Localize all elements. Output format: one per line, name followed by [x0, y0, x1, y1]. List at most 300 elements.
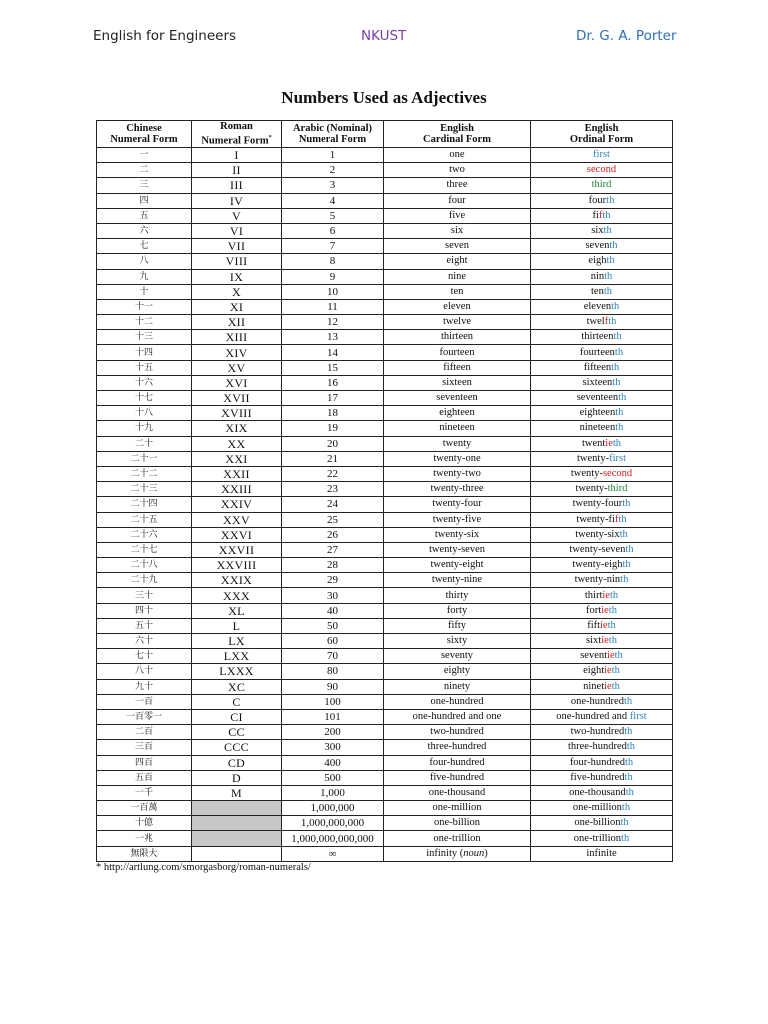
ordinal-suffix: th: [625, 543, 634, 555]
table-row: [97, 664, 673, 679]
cell-chinese: 二十五: [97, 512, 192, 527]
cardinal-text: four-hundred: [429, 756, 485, 768]
cardinal-text: five-hundred: [429, 771, 485, 783]
ordinal-base: twenty-fi: [576, 513, 615, 525]
cell-chinese: 一百: [97, 694, 192, 709]
cardinal-text: six: [450, 225, 464, 237]
header-school: NKUST: [361, 28, 407, 44]
cell-roman: II: [192, 163, 282, 178]
table-row: [97, 740, 673, 755]
ordinal-suffix: th: [621, 802, 631, 814]
cell-ordinal: [531, 755, 673, 770]
cell-ordinal: [531, 482, 673, 497]
table-row: [97, 649, 673, 664]
cell-cardinal: [384, 482, 531, 497]
cardinal-text: seventy: [440, 650, 474, 662]
cell-chinese: 二十七: [97, 542, 192, 557]
cell-ordinal: [531, 603, 673, 618]
cell-cardinal: [384, 740, 531, 755]
cell-arabic: 14: [282, 345, 384, 360]
ordinal-suffix: th: [626, 741, 636, 753]
ordinal-base: twel: [586, 316, 605, 328]
cell-roman: CC: [192, 725, 282, 740]
table-row: [97, 603, 673, 618]
cardinal-text: fifteen: [443, 361, 471, 373]
ordinal-base: twenty-: [570, 468, 603, 480]
cell-cardinal: [384, 709, 531, 724]
cell-ordinal: [531, 573, 673, 588]
cell-cardinal: [384, 649, 531, 664]
cell-arabic: 101: [282, 709, 384, 724]
ordinal-suffix: th: [621, 832, 630, 844]
cell-chinese: 九十: [97, 679, 192, 694]
cell-roman: XV: [192, 360, 282, 375]
ordinal-suffix: th: [612, 376, 621, 388]
cardinal-text: five: [448, 209, 466, 221]
cell-roman: XVIII: [192, 406, 282, 421]
cardinal-text: eleven: [443, 300, 471, 312]
cardinal-text: thirty: [445, 589, 469, 601]
cell-ordinal: [531, 694, 673, 709]
ordinal-suffix: ie: [604, 680, 612, 692]
cell-chinese: 三十: [97, 588, 192, 603]
cell-roman: XI: [192, 299, 282, 314]
ordinal-base: twent: [581, 437, 606, 449]
cell-ordinal: [531, 725, 673, 740]
cell-roman: CI: [192, 709, 282, 724]
cell-chinese: 三: [97, 178, 192, 193]
cell-roman: XII: [192, 315, 282, 330]
cell-arabic: 2: [282, 163, 384, 178]
cell-chinese: 二十九: [97, 573, 192, 588]
table-row: [97, 163, 673, 178]
cardinal-text: one-hundred: [430, 695, 484, 707]
col-header-arabic: Arabic (Nominal) Numeral Form: [282, 121, 384, 148]
table-row: [97, 421, 673, 436]
cell-roman: XXIX: [192, 573, 282, 588]
table-row: [97, 284, 673, 299]
cell-ordinal: [531, 846, 673, 861]
ordinal-base: one-billion: [574, 817, 621, 829]
ordinal-base: infinite: [586, 847, 617, 859]
ordinal-suffix: first: [629, 711, 647, 723]
cell-cardinal: [384, 497, 531, 512]
cell-arabic: 12: [282, 315, 384, 330]
cell-arabic: 7: [282, 239, 384, 254]
cell-chinese: 十八: [97, 406, 192, 421]
ordinal-suffix: third: [607, 483, 628, 495]
cell-arabic: 22: [282, 466, 384, 481]
cell-roman: III: [192, 178, 282, 193]
cardinal-text: twenty-four: [432, 498, 482, 510]
col-header-cardinal: English Cardinal Form: [384, 121, 531, 148]
cell-chinese: 十七: [97, 391, 192, 406]
cell-arabic: 30: [282, 588, 384, 603]
cell-cardinal: [384, 770, 531, 785]
cell-arabic: ∞: [282, 846, 384, 861]
cell-arabic: 20: [282, 436, 384, 451]
ordinal-suffix: third: [591, 179, 612, 191]
cell-ordinal: [531, 785, 673, 800]
cell-cardinal: [384, 163, 531, 178]
cell-chinese: 十四: [97, 345, 192, 360]
ordinal-base: twenty-nin: [574, 574, 621, 586]
cardinal-text: four: [448, 194, 466, 206]
ordinal-suffix-th: th: [614, 650, 623, 662]
ordinal-suffix-th: th: [618, 513, 627, 525]
cell-cardinal: [384, 375, 531, 390]
cardinal-text: seven: [445, 240, 469, 252]
cell-ordinal: [531, 223, 673, 238]
cell-chinese: 四十: [97, 603, 192, 618]
ordinal-suffix: second: [602, 468, 633, 480]
cell-cardinal: [384, 512, 531, 527]
cell-ordinal: [531, 360, 673, 375]
cell-cardinal: [384, 466, 531, 481]
ordinal-suffix: th: [615, 407, 624, 419]
header-author: Dr. G. A. Porter: [576, 28, 677, 44]
cell-chinese: 九: [97, 269, 192, 284]
cell-cardinal: [384, 634, 531, 649]
table-row: [97, 178, 673, 193]
cell-ordinal: [531, 451, 673, 466]
cell-roman: XVI: [192, 375, 282, 390]
ordinal-base: nineteen: [579, 422, 616, 434]
cell-ordinal: [531, 831, 673, 846]
cardinal-text: twenty-seven: [429, 543, 485, 555]
cardinal-text: one-thousand: [428, 786, 486, 798]
cell-arabic: 1,000: [282, 785, 384, 800]
table-row: [97, 223, 673, 238]
ordinal-base: thirt: [584, 589, 603, 601]
cell-cardinal: [384, 816, 531, 831]
cell-ordinal: [531, 740, 673, 755]
cell-cardinal: [384, 193, 531, 208]
table-row: [97, 193, 673, 208]
ordinal-base: sevent: [580, 650, 608, 662]
cell-cardinal: [384, 558, 531, 573]
cell-ordinal: [531, 558, 673, 573]
cell-chinese: 五百: [97, 770, 192, 785]
cell-ordinal: [531, 284, 673, 299]
cell-arabic: 90: [282, 679, 384, 694]
cell-arabic: 11: [282, 299, 384, 314]
cell-roman: CD: [192, 755, 282, 770]
ordinal-suffix-th: th: [607, 619, 616, 631]
cardinal-text: sixteen: [442, 376, 472, 388]
cell-cardinal: [384, 542, 531, 557]
cell-arabic: 6: [282, 223, 384, 238]
ordinal-suffix: ie: [600, 619, 608, 631]
cell-chinese: 五十: [97, 618, 192, 633]
table-row: [97, 542, 673, 557]
cardinal-text: twenty-eight: [430, 559, 484, 571]
cell-roman: XL: [192, 603, 282, 618]
ordinal-suffix: th: [611, 300, 620, 312]
ordinal-base: one-trillion: [573, 832, 622, 844]
ordinal-base: sixt: [586, 635, 602, 647]
ordinal-suffix: ie: [604, 665, 612, 677]
ordinal-base: one-hundred and: [556, 711, 630, 723]
ordinal-suffix-th: th: [608, 604, 617, 616]
table-row: [97, 770, 673, 785]
cell-cardinal: [384, 269, 531, 284]
cell-arabic: 40: [282, 603, 384, 618]
table-row: [97, 345, 673, 360]
cell-ordinal: [531, 527, 673, 542]
cardinal-text: three-hundred: [427, 741, 487, 753]
cell-arabic: 50: [282, 618, 384, 633]
cardinal-text: ten: [450, 285, 464, 297]
ordinal-base: fi: [592, 209, 599, 221]
cardinal-tail: ): [484, 847, 488, 859]
table-row: [97, 375, 673, 390]
cardinal-text: eight: [446, 255, 468, 267]
cell-cardinal: [384, 284, 531, 299]
cardinal-text: seventeen: [436, 392, 478, 404]
cardinal-text: fourteen: [439, 346, 475, 358]
cell-arabic: 13: [282, 330, 384, 345]
cell-ordinal: [531, 618, 673, 633]
cardinal-text: ninety: [443, 680, 471, 692]
ordinal-base: four: [588, 194, 607, 206]
col-header-roman: Roman Numeral Form*: [192, 121, 282, 148]
table-row: [97, 360, 673, 375]
cell-arabic: 1: [282, 148, 384, 163]
cardinal-text: eighteen: [439, 407, 475, 419]
cell-roman: M: [192, 785, 282, 800]
cell-cardinal: [384, 527, 531, 542]
table-row: [97, 482, 673, 497]
cardinal-text: two-hundred: [430, 726, 484, 738]
cell-chinese: 二十六: [97, 527, 192, 542]
cell-chinese: 四: [97, 193, 192, 208]
cell-roman: X: [192, 284, 282, 299]
table-row: [97, 466, 673, 481]
cell-roman: [192, 801, 282, 816]
cell-roman: XXVI: [192, 527, 282, 542]
table-row: [97, 816, 673, 831]
cell-chinese: 一千: [97, 785, 192, 800]
table-header-row: [97, 121, 673, 148]
ordinal-base: eighteen: [579, 407, 616, 419]
table-row: [97, 785, 673, 800]
table-row: [97, 831, 673, 846]
cell-chinese: 十三: [97, 330, 192, 345]
ordinal-suffix: th: [614, 346, 624, 358]
cell-chinese: 四百: [97, 755, 192, 770]
cell-arabic: 18: [282, 406, 384, 421]
ordinal-suffix: th: [618, 392, 627, 404]
ordinal-suffix: th: [622, 498, 631, 510]
cell-arabic: 60: [282, 634, 384, 649]
cell-ordinal: [531, 299, 673, 314]
ordinal-suffix: th: [611, 361, 620, 373]
cell-ordinal: [531, 436, 673, 451]
ordinal-base: seven: [585, 240, 610, 252]
cell-ordinal: [531, 542, 673, 557]
footnote-source: * http://artlung.com/smorgasborg/roman-numerals/: [96, 862, 311, 873]
cardinal-text: sixty: [446, 635, 468, 647]
cell-arabic: 8: [282, 254, 384, 269]
ordinal-suffix: th: [625, 786, 634, 798]
cell-chinese: 二: [97, 163, 192, 178]
cell-cardinal: [384, 315, 531, 330]
cell-roman: XXV: [192, 512, 282, 527]
cardinal-text: twelve: [443, 316, 471, 328]
ordinal-suffix: th: [624, 771, 633, 783]
cell-chinese: 十一: [97, 299, 192, 314]
ordinal-suffix: th: [624, 726, 633, 738]
cell-cardinal: [384, 618, 531, 633]
cardinal-text: twenty-five: [432, 513, 482, 525]
cell-chinese: 二十: [97, 436, 192, 451]
cell-chinese: 十九: [97, 421, 192, 436]
cell-ordinal: [531, 148, 673, 163]
ordinal-suffix: second: [586, 164, 617, 176]
ordinal-suffix: th: [603, 285, 612, 297]
table-row: [97, 330, 673, 345]
ordinal-suffix-th: th: [611, 680, 620, 692]
cell-chinese: 一: [97, 148, 192, 163]
cardinal-text: twenty-six: [434, 528, 480, 540]
ordinal-base: thirteen: [581, 331, 614, 343]
cell-roman: LX: [192, 634, 282, 649]
cell-roman: D: [192, 770, 282, 785]
ordinal-base: nin: [590, 270, 605, 282]
cell-cardinal: [384, 451, 531, 466]
cell-ordinal: [531, 239, 673, 254]
cell-arabic: 4: [282, 193, 384, 208]
ordinal-suffix: th: [604, 270, 613, 282]
cardinal-text: one-billion: [433, 817, 481, 829]
cell-ordinal: [531, 178, 673, 193]
table-row: [97, 299, 673, 314]
cell-roman: XIV: [192, 345, 282, 360]
cell-ordinal: [531, 208, 673, 223]
cell-roman: LXXX: [192, 664, 282, 679]
cell-cardinal: [384, 664, 531, 679]
cell-roman: [192, 816, 282, 831]
cell-ordinal: [531, 193, 673, 208]
cell-ordinal: [531, 315, 673, 330]
cell-chinese: 六: [97, 223, 192, 238]
ordinal-base: six: [591, 225, 604, 237]
cell-chinese: 七: [97, 239, 192, 254]
ordinal-base: twenty-eigh: [572, 559, 623, 571]
cell-arabic: 23: [282, 482, 384, 497]
cell-ordinal: [531, 816, 673, 831]
cell-arabic: 29: [282, 573, 384, 588]
ordinal-suffix: ie: [605, 437, 613, 449]
table-row: [97, 436, 673, 451]
table-row: [97, 573, 673, 588]
table-row: [97, 406, 673, 421]
cell-ordinal: [531, 254, 673, 269]
cell-cardinal: [384, 588, 531, 603]
cell-chinese: 十: [97, 284, 192, 299]
cell-roman: C: [192, 694, 282, 709]
table-row: [97, 254, 673, 269]
ordinal-base: three-hundred: [567, 741, 627, 753]
cell-arabic: 1,000,000: [282, 801, 384, 816]
ordinal-suffix: th: [603, 225, 612, 237]
ordinal-suffix: first: [593, 149, 610, 161]
ordinal-base: twenty-seven: [569, 543, 626, 555]
cell-ordinal: [531, 679, 673, 694]
cell-chinese: 七十: [97, 649, 192, 664]
cell-cardinal: [384, 846, 531, 861]
cell-chinese: 十六: [97, 375, 192, 390]
cell-roman: XXX: [192, 588, 282, 603]
cardinal-text: eighty: [443, 665, 471, 677]
cell-cardinal: [384, 436, 531, 451]
table-row: [97, 239, 673, 254]
ordinal-suffix: th: [609, 240, 618, 252]
table-row: [97, 694, 673, 709]
cell-ordinal: [531, 512, 673, 527]
cell-arabic: 10: [282, 284, 384, 299]
table-row: [97, 208, 673, 223]
cell-ordinal: [531, 391, 673, 406]
cell-arabic: 9: [282, 269, 384, 284]
ordinal-suffix-th: th: [612, 437, 622, 449]
cell-ordinal: [531, 649, 673, 664]
ordinal-suffix-th: th: [602, 209, 611, 221]
ordinal-base: eigh: [588, 255, 607, 267]
ordinal-base: fift: [587, 619, 601, 631]
cardinal-italic-note: noun: [463, 847, 485, 859]
ordinal-suffix: th: [606, 255, 615, 267]
cell-ordinal: [531, 345, 673, 360]
ordinal-suffix: th: [620, 574, 629, 586]
ordinal-suffix-th: th: [608, 316, 617, 328]
cell-cardinal: [384, 785, 531, 800]
cell-chinese: 二十二: [97, 466, 192, 481]
cell-roman: VI: [192, 223, 282, 238]
cardinal-text: one-trillion: [433, 832, 481, 844]
cell-ordinal: [531, 709, 673, 724]
cell-arabic: 1,000,000,000,000: [282, 831, 384, 846]
cell-cardinal: [384, 725, 531, 740]
ordinal-base: two-hundred: [570, 726, 625, 738]
table-row: [97, 709, 673, 724]
table-row: [97, 391, 673, 406]
cell-roman: [192, 831, 282, 846]
cell-ordinal: [531, 801, 673, 816]
ordinal-suffix: ie: [601, 604, 609, 616]
ordinal-suffix: th: [613, 331, 622, 343]
table-row: [97, 801, 673, 816]
cell-arabic: 80: [282, 664, 384, 679]
cell-chinese: 五: [97, 208, 192, 223]
cell-arabic: 200: [282, 725, 384, 740]
cell-chinese: 一百零一: [97, 709, 192, 724]
cell-arabic: 19: [282, 421, 384, 436]
ordinal-suffix: ie: [601, 635, 609, 647]
cell-roman: IX: [192, 269, 282, 284]
ordinal-suffix: th: [623, 695, 633, 707]
cell-roman: XC: [192, 679, 282, 694]
cell-arabic: 500: [282, 770, 384, 785]
cell-arabic: 21: [282, 451, 384, 466]
ordinal-base: one-million: [572, 802, 622, 814]
cell-roman: V: [192, 208, 282, 223]
cell-ordinal: [531, 375, 673, 390]
cell-arabic: 15: [282, 360, 384, 375]
ordinal-suffix: th: [606, 194, 615, 206]
cell-chinese: 一百萬: [97, 801, 192, 816]
